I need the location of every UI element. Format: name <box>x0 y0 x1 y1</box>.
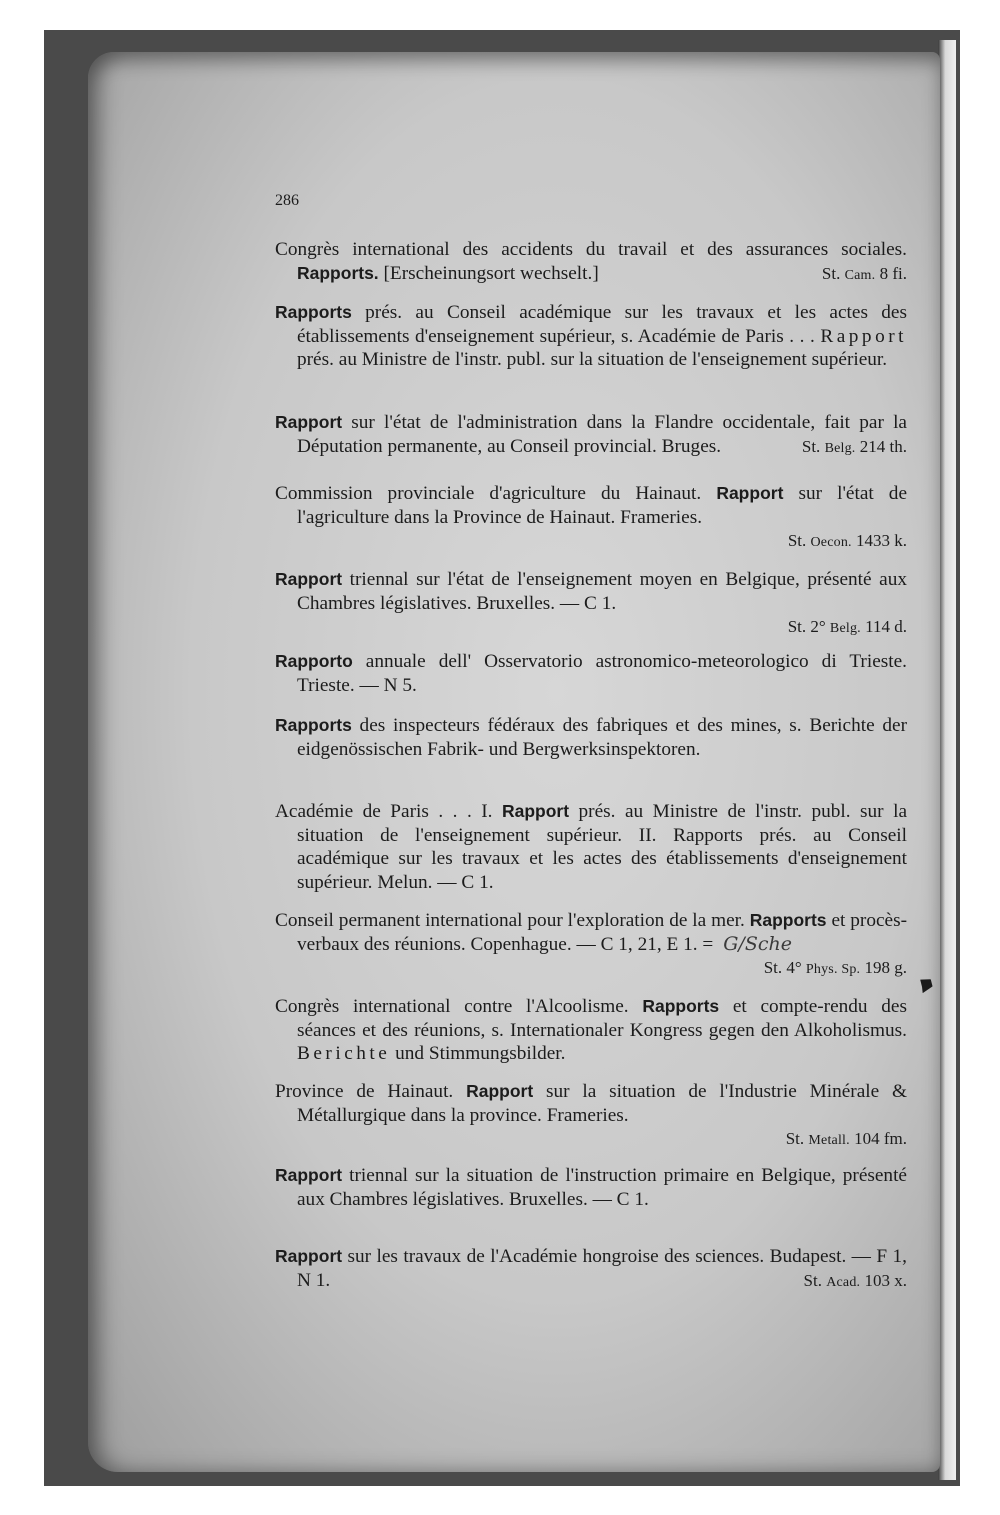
entry-text: et procès-verbaux des réunions. Copenhague. — C 1, 21, E 1. = <box>297 910 907 955</box>
entry-text: prés. au Ministre de l'instr. publ. sur la situation de l'enseignement supérieur. <box>297 349 888 371</box>
entry-12 <box>275 1164 907 1211</box>
entry-text: Académie de Paris . . . I. <box>275 801 502 822</box>
entry-text: Commission provinciale d'agriculture du Hainaut. <box>275 483 717 504</box>
call-number: St. Cam. 8 fi. <box>821 263 907 283</box>
call-number: St. 2° Belg. 114 d. <box>787 617 907 637</box>
entry-text: und Stimmungsbilder. <box>390 1043 566 1065</box>
entry-keyword: Rapports <box>275 715 352 735</box>
call-number: St. Metall. 104 fm. <box>785 1129 907 1149</box>
call-number: St. Oecon. 1433 k. <box>787 531 907 551</box>
entry-keyword: Rapports <box>642 996 720 1016</box>
handwritten-annotation: G/Sche <box>723 932 792 955</box>
call-number: St. Acad. 103 x. <box>803 1270 907 1290</box>
entry-6 <box>275 650 907 697</box>
entry-text: Congrès international contre l'Alcoolisme. <box>275 996 643 1017</box>
call-number: St. Belg. 214 th. <box>801 436 907 456</box>
entry-1 <box>275 238 907 287</box>
entry-10 <box>275 995 907 1066</box>
entry-text: [Erscheinungsort wechselt.] <box>378 262 599 284</box>
entry-keyword: Rapports. <box>297 262 379 283</box>
entry-2 <box>275 301 907 372</box>
entry-keyword: Rapports <box>749 910 827 930</box>
entry-text: prés. au Ministre de l'instr. publ. sur la situation de l'enseignement supérieur. II. Rapports prés. au Conseil académique sur les travaux et les actes des établissements d'enseignement supérieur. Melun. — C 1. <box>297 801 907 893</box>
page-number: 286 <box>275 192 299 209</box>
entry-8 <box>275 800 907 894</box>
entry-keyword: Rapport <box>275 1165 343 1185</box>
entry-keyword: Rapport <box>716 483 784 503</box>
entry-text: prés. au Conseil académique sur les travaux et les actes des établissements d'enseignement supérieur, s. Académie de Paris . . . <box>297 302 907 347</box>
entry-text: triennal sur la situation de l'instruction primaire en Belgique, présenté aux Chambres législatives. Bruxelles. — C 1. <box>297 1165 907 1210</box>
entry-text: et compte-rendu des séances et des réunions, s. Internationaler Kongress gegen den Alkoholismus. <box>297 996 907 1041</box>
entry-11 <box>275 1080 907 1153</box>
entry-text: Congrès international des accidents du travail et des assurances sociales. <box>275 239 907 260</box>
entry-text: sur l'état de l'administration dans la Flandre occidentale, fait par la Députation permanente, au Conseil provincial. Bruges. <box>297 412 907 457</box>
entry-13 <box>275 1245 907 1294</box>
entry-keyword-spaced: Berichte <box>297 1043 391 1065</box>
entry-text: Province de Hainaut. <box>275 1081 467 1102</box>
entry-keyword: Rapport <box>275 569 343 589</box>
page-edge <box>938 40 956 1480</box>
entry-text: des inspecteurs fédéraux des fabriques et des mines, s. Berichte der eidgenössischen Fabrik- und Bergwerksinspektoren. <box>297 715 907 760</box>
entry-keyword: Rapport <box>275 412 343 432</box>
entry-9 <box>275 909 907 982</box>
entry-text: sur l'état de l'agriculture dans la Province de Hainaut. Frameries. <box>297 483 908 528</box>
entry-text: sur les travaux de l'Académie hongroise des sciences. Budapest. — F 1, N 1. <box>297 1246 907 1291</box>
call-number: St. 4° Phys. Sp. 198 g. <box>763 958 907 978</box>
entry-text: Conseil permanent international pour l'exploration de la mer. <box>275 910 750 931</box>
entry-3 <box>275 411 907 460</box>
entry-keyword: Rapports <box>275 302 352 322</box>
entry-keyword: Rapporto <box>275 651 353 671</box>
entry-keyword: Rapport <box>275 1246 343 1266</box>
entry-5 <box>275 568 907 641</box>
entry-text: annuale dell' Osservatorio astronomico-meteorologico di Trieste. Trieste. — N 5. <box>297 651 907 696</box>
entry-keyword: Rapport <box>501 801 570 821</box>
entry-text: triennal sur l'état de l'enseignement moyen en Belgique, présenté aux Chambres législatives. Bruxelles. — C 1. <box>297 569 907 614</box>
entry-4 <box>275 482 907 555</box>
entry-text: sur la situation de l'Industrie Minérale & Métallurgique dans la province. Frameries. <box>297 1081 907 1126</box>
entry-keyword-spaced: Rapport <box>820 325 907 347</box>
entry-7 <box>275 714 907 761</box>
entry-keyword: Rapport <box>466 1081 534 1101</box>
